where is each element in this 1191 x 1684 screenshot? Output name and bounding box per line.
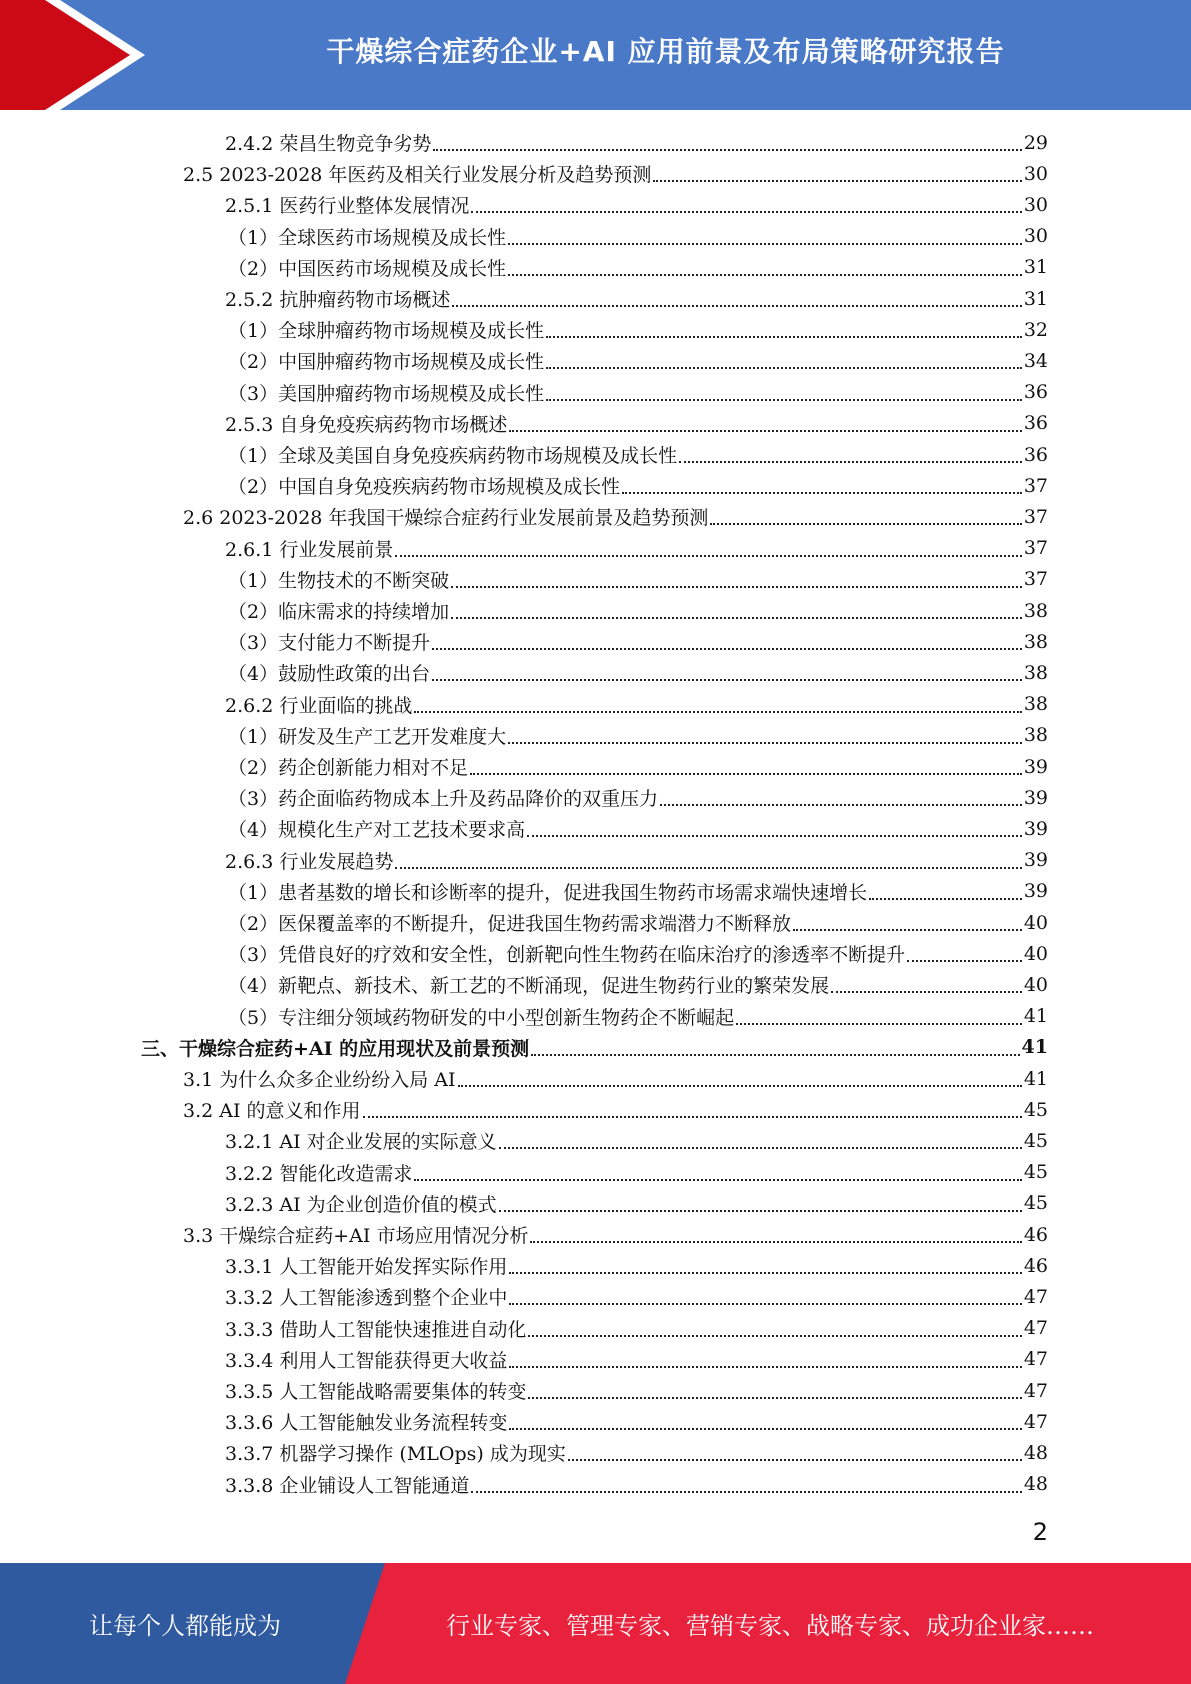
toc-dot-leader bbox=[509, 429, 1021, 432]
toc-entry-label: 3.3.8 企业铺设人工智能通道 bbox=[225, 1474, 470, 1497]
toc-entry-label: （1）全球及美国自身免疫疾病药物市场规模及成长性 bbox=[228, 445, 678, 467]
toc-entry-label: 3.3.3 借助人工智能快速推进自动化 bbox=[225, 1318, 527, 1341]
toc-entry-label: 2.6.2 行业面临的挑战 bbox=[225, 694, 413, 717]
toc-dot-leader bbox=[432, 678, 1022, 681]
toc-entry-page: 38 bbox=[1023, 630, 1048, 653]
toc-entry[interactable] bbox=[228, 470, 1048, 501]
toc-entry-page: 31 bbox=[1023, 256, 1048, 279]
toc-entry-page: 39 bbox=[1023, 786, 1048, 809]
toc-dot-leader bbox=[660, 803, 1022, 806]
toc-entry-page: 38 bbox=[1023, 693, 1048, 716]
page-number: 2 bbox=[1032, 1518, 1048, 1546]
toc-entry[interactable] bbox=[225, 845, 1048, 876]
toc-entry[interactable] bbox=[228, 720, 1048, 751]
toc-dot-leader bbox=[470, 772, 1022, 775]
toc-dot-leader bbox=[710, 522, 1021, 525]
toc-entry-label: 3.3.5 人工智能战略需要集体的转变 bbox=[225, 1381, 527, 1403]
toc-entry-label: 三、干燥综合症药+AI 的应用现状及前景预测 bbox=[141, 1037, 530, 1060]
toc-entry-page: 39 bbox=[1023, 849, 1048, 872]
toc-entry[interactable] bbox=[183, 1063, 1048, 1094]
toc-entry[interactable] bbox=[225, 1250, 1048, 1281]
toc-entry[interactable] bbox=[228, 345, 1048, 376]
footer-slogan-right: 行业专家、管理专家、营销专家、战略专家、成功企业家…… bbox=[446, 1612, 1094, 1640]
toc-entry-label: 3.3.6 人工智能触发业务流程转变 bbox=[225, 1412, 508, 1435]
toc-entry[interactable] bbox=[183, 501, 1048, 532]
toc-entry[interactable] bbox=[225, 1313, 1048, 1344]
toc-dot-leader bbox=[451, 585, 1022, 588]
toc-dot-leader bbox=[509, 1271, 1021, 1274]
toc-entry[interactable] bbox=[228, 439, 1048, 470]
toc-entry[interactable] bbox=[225, 1406, 1048, 1437]
toc-dot-leader bbox=[527, 834, 1022, 837]
toc-entry-label: 3.2.3 AI 为企业创造价值的模式 bbox=[225, 1193, 497, 1216]
toc-entry-page: 30 bbox=[1023, 225, 1048, 248]
toc-entry-page: 41 bbox=[1023, 1067, 1048, 1090]
toc-dot-leader bbox=[451, 616, 1022, 619]
toc-entry-label: （4）鼓励性政策的出台 bbox=[228, 663, 431, 686]
toc-entry[interactable] bbox=[228, 1001, 1048, 1032]
toc-entry-label: （3）药企面临药物成本上升及药品降价的双重压力 bbox=[228, 788, 659, 811]
toc-entry-page: 38 bbox=[1023, 661, 1048, 684]
toc-dot-leader bbox=[568, 1458, 1022, 1461]
toc-entry-page: 36 bbox=[1023, 443, 1048, 466]
toc-dot-leader bbox=[793, 928, 1022, 931]
toc-dot-leader bbox=[414, 1178, 1021, 1181]
toc-dot-leader bbox=[546, 335, 1022, 338]
toc-entry[interactable] bbox=[228, 377, 1048, 408]
toc-entry-label: （1）患者基数的增长和诊断率的提升，促进我国生物药市场需求端快速增长 bbox=[228, 881, 868, 904]
toc-entry[interactable] bbox=[225, 1469, 1048, 1500]
toc-entry[interactable] bbox=[225, 283, 1048, 314]
toc-entry[interactable] bbox=[225, 1188, 1048, 1219]
toc-entry-page: 39 bbox=[1023, 755, 1048, 778]
toc-entry-page: 45 bbox=[1023, 1161, 1048, 1184]
toc-entry-page: 38 bbox=[1023, 599, 1048, 622]
toc-entry-page: 30 bbox=[1023, 162, 1048, 185]
toc-entry-label: 2.6.3 行业发展趋势 bbox=[225, 850, 394, 873]
toc-entry-label: （1）生物技术的不断突破 bbox=[228, 569, 450, 592]
toc-entry[interactable] bbox=[225, 689, 1048, 720]
toc-entry[interactable] bbox=[225, 1344, 1048, 1375]
toc-dot-leader bbox=[546, 366, 1022, 369]
toc-entry-page: 45 bbox=[1023, 1098, 1048, 1121]
toc-entry[interactable] bbox=[141, 1032, 1048, 1063]
toc-entry[interactable] bbox=[228, 221, 1048, 252]
toc-entry-page: 36 bbox=[1023, 412, 1048, 435]
toc-entry-page: 40 bbox=[1023, 942, 1048, 965]
header-arrow-logo bbox=[0, 0, 160, 110]
toc-dot-leader bbox=[499, 1209, 1022, 1212]
toc-entry[interactable] bbox=[183, 1219, 1048, 1250]
toc-dot-leader bbox=[531, 1053, 1019, 1056]
toc-entry-label: 3.2 AI 的意义和作用 bbox=[183, 1100, 361, 1123]
toc-dot-leader bbox=[869, 897, 1022, 900]
toc-entry-label: 3.2.1 AI 对企业发展的实际意义 bbox=[225, 1131, 497, 1154]
toc-entry[interactable] bbox=[228, 907, 1048, 938]
toc-entry[interactable] bbox=[228, 314, 1048, 345]
toc-entry[interactable] bbox=[228, 252, 1048, 283]
toc-entry[interactable] bbox=[225, 533, 1048, 564]
toc-entry-label: 2.5.3 自身免疫疾病药物市场概述 bbox=[225, 413, 508, 436]
toc-dot-leader bbox=[433, 148, 1021, 151]
toc-entry[interactable] bbox=[225, 189, 1048, 220]
toc-entry-page: 46 bbox=[1023, 1254, 1048, 1277]
toc-entry[interactable] bbox=[228, 626, 1048, 657]
toc-entry-label: 2.5.2 抗肿瘤药物市场概述 bbox=[225, 289, 451, 311]
toc-entry-page: 39 bbox=[1023, 817, 1048, 840]
footer-slogan-left: 让每个人都能成为 bbox=[89, 1612, 281, 1640]
toc-entry-page: 47 bbox=[1023, 1285, 1048, 1308]
toc-entry[interactable] bbox=[225, 1125, 1048, 1156]
toc-dot-leader bbox=[736, 1022, 1022, 1025]
toc-entry-label: 3.2.2 智能化改造需求 bbox=[225, 1162, 413, 1185]
toc-entry-label: 2.5.1 医药行业整体发展情况 bbox=[225, 195, 470, 218]
toc-entry-label: （3）凭借良好的疗效和安全性，创新靶向性生物药在临床治疗的渗透率不断提升 bbox=[228, 944, 906, 967]
toc-dot-leader bbox=[907, 959, 1022, 962]
toc-dot-leader bbox=[452, 304, 1021, 307]
toc-entry-label: （2）中国医药市场规模及成长性 bbox=[228, 257, 507, 280]
toc-dot-leader bbox=[509, 1302, 1021, 1305]
toc-dot-leader bbox=[395, 866, 1021, 869]
toc-entry-page: 37 bbox=[1023, 505, 1048, 528]
toc-entry[interactable] bbox=[228, 969, 1048, 1000]
toc-dot-leader bbox=[414, 710, 1021, 713]
toc-dot-leader bbox=[458, 1084, 1022, 1087]
toc-entry-page: 31 bbox=[1023, 287, 1048, 310]
toc-dot-leader bbox=[508, 273, 1022, 276]
toc-entry-label: （5）专注细分领域药物研发的中小型创新生物药企不断崛起 bbox=[228, 1006, 735, 1029]
toc-entry-label: 2.6 2023-2028 年我国干燥综合症药行业发展前景及趋势预测 bbox=[183, 507, 709, 530]
toc-entry[interactable] bbox=[228, 564, 1048, 595]
toc-entry-page: 45 bbox=[1023, 1129, 1048, 1152]
toc-entry-label: （1）全球肿瘤药物市场规模及成长性 bbox=[228, 320, 545, 343]
toc-entry-label: （4）规模化生产对工艺技术要求高 bbox=[228, 819, 526, 842]
toc-entry-label: （2）医保覆盖率的不断提升，促进我国生物药需求端潜力不断释放 bbox=[228, 913, 792, 935]
toc-entry-page: 48 bbox=[1023, 1473, 1048, 1496]
toc-entry-label: （1）研发及生产工艺开发难度大 bbox=[228, 725, 507, 748]
toc-entry-page: 30 bbox=[1023, 193, 1048, 216]
toc-entry-label: 2.5 2023-2028 年医药及相关行业发展分析及趋势预测 bbox=[183, 164, 652, 187]
header-banner bbox=[0, 0, 1191, 110]
toc-dot-leader bbox=[432, 647, 1022, 650]
toc-entry-label: 3.3 干燥综合症药+AI 市场应用情况分析 bbox=[183, 1225, 529, 1247]
toc-entry-label: 3.1 为什么众多企业纷纷入局 AI bbox=[183, 1069, 456, 1091]
toc-entry[interactable] bbox=[228, 876, 1048, 907]
toc-entry[interactable] bbox=[225, 408, 1048, 439]
toc-entry-page: 41 bbox=[1021, 1036, 1048, 1059]
toc-entry-page: 32 bbox=[1023, 318, 1048, 341]
toc-entry-label: 3.3.7 机器学习操作 (MLOps) 成为现实 bbox=[225, 1443, 566, 1466]
toc-entry[interactable] bbox=[228, 657, 1048, 688]
toc-entry-page: 37 bbox=[1023, 474, 1048, 497]
toc-dot-leader bbox=[363, 1115, 1022, 1118]
toc-entry[interactable] bbox=[228, 938, 1048, 969]
toc-entry-page: 47 bbox=[1023, 1410, 1048, 1433]
toc-entry-label: （1）全球医药市场规模及成长性 bbox=[228, 226, 507, 249]
toc-entry[interactable] bbox=[183, 1094, 1048, 1125]
toc-dot-leader bbox=[471, 210, 1021, 213]
toc-entry-page: 36 bbox=[1023, 381, 1048, 404]
toc-entry[interactable] bbox=[225, 1437, 1048, 1468]
header-title: 干燥综合症药企业+AI 应用前景及布局策略研究报告 bbox=[326, 35, 1005, 68]
toc-entry[interactable] bbox=[225, 1157, 1048, 1188]
toc-entry-page: 38 bbox=[1023, 724, 1048, 747]
toc-dot-leader bbox=[499, 1146, 1022, 1149]
toc-dot-leader bbox=[509, 1427, 1021, 1430]
toc-entry-label: （4）新靶点、新技术、新工艺的不断涌现，促进生物药行业的繁荣发展 bbox=[228, 975, 830, 998]
toc-dot-leader bbox=[546, 398, 1022, 401]
toc-dot-leader bbox=[679, 460, 1022, 463]
toc-dot-leader bbox=[508, 741, 1022, 744]
toc-entry-page: 47 bbox=[1023, 1379, 1048, 1402]
toc-entry-label: （2）临床需求的持续增加 bbox=[228, 601, 450, 623]
toc-entry-label: 3.3.4 利用人工智能获得更大收益 bbox=[225, 1349, 508, 1372]
toc-entry[interactable] bbox=[225, 1375, 1048, 1406]
toc-entry-label: （2）药企创新能力相对不足 bbox=[228, 757, 469, 779]
toc-entry-page: 47 bbox=[1023, 1348, 1048, 1371]
toc-entry-page: 37 bbox=[1023, 537, 1048, 560]
toc-entry-page: 46 bbox=[1023, 1223, 1048, 1246]
toc-entry[interactable] bbox=[228, 751, 1048, 782]
toc-entry-label: （2）中国自身免疫疾病药物市场规模及成长性 bbox=[228, 476, 621, 499]
toc-entry[interactable] bbox=[228, 813, 1048, 844]
toc-entry[interactable] bbox=[225, 1281, 1048, 1312]
footer-banner bbox=[0, 1563, 1191, 1684]
toc-entry-label: （3）支付能力不断提升 bbox=[228, 632, 431, 655]
toc-entry[interactable] bbox=[225, 127, 1048, 158]
toc-entry-page: 48 bbox=[1023, 1441, 1048, 1464]
toc-entry-label: 2.4.2 荣昌生物竞争劣势 bbox=[225, 133, 432, 155]
toc-entry[interactable] bbox=[228, 782, 1048, 813]
toc-dot-leader bbox=[509, 1365, 1021, 1368]
toc-entry-page: 34 bbox=[1023, 349, 1048, 372]
toc-entry-page: 39 bbox=[1023, 880, 1048, 903]
toc-entry-label: （2）中国肿瘤药物市场规模及成长性 bbox=[228, 351, 545, 374]
toc-entry-page: 45 bbox=[1023, 1192, 1048, 1215]
toc-entry[interactable] bbox=[183, 158, 1048, 189]
toc-dot-leader bbox=[530, 1240, 1021, 1243]
toc-entry[interactable] bbox=[228, 595, 1048, 626]
toc-dot-leader bbox=[528, 1396, 1021, 1399]
toc-entry-page: 37 bbox=[1023, 568, 1048, 591]
toc-dot-leader bbox=[622, 491, 1022, 494]
toc-dot-leader bbox=[471, 1490, 1021, 1493]
toc-entry-page: 40 bbox=[1023, 911, 1048, 934]
toc-dot-leader bbox=[831, 990, 1022, 993]
toc-entry-page: 40 bbox=[1023, 973, 1048, 996]
toc-entry-label: 2.6.1 行业发展前景 bbox=[225, 538, 394, 561]
toc-entry-label: 3.3.1 人工智能开始发挥实际作用 bbox=[225, 1256, 508, 1279]
toc-entry-page: 29 bbox=[1023, 131, 1048, 154]
toc-entry-page: 47 bbox=[1023, 1317, 1048, 1340]
toc-dot-leader bbox=[653, 179, 1021, 182]
toc-entry-label: 3.3.2 人工智能渗透到整个企业中 bbox=[225, 1287, 508, 1310]
toc-entry-page: 41 bbox=[1023, 1005, 1048, 1028]
toc-entry-label: （3）美国肿瘤药物市场规模及成长性 bbox=[228, 382, 545, 405]
toc-dot-leader bbox=[528, 1334, 1021, 1337]
toc-dot-leader bbox=[508, 242, 1022, 245]
toc-dot-leader bbox=[395, 554, 1021, 557]
